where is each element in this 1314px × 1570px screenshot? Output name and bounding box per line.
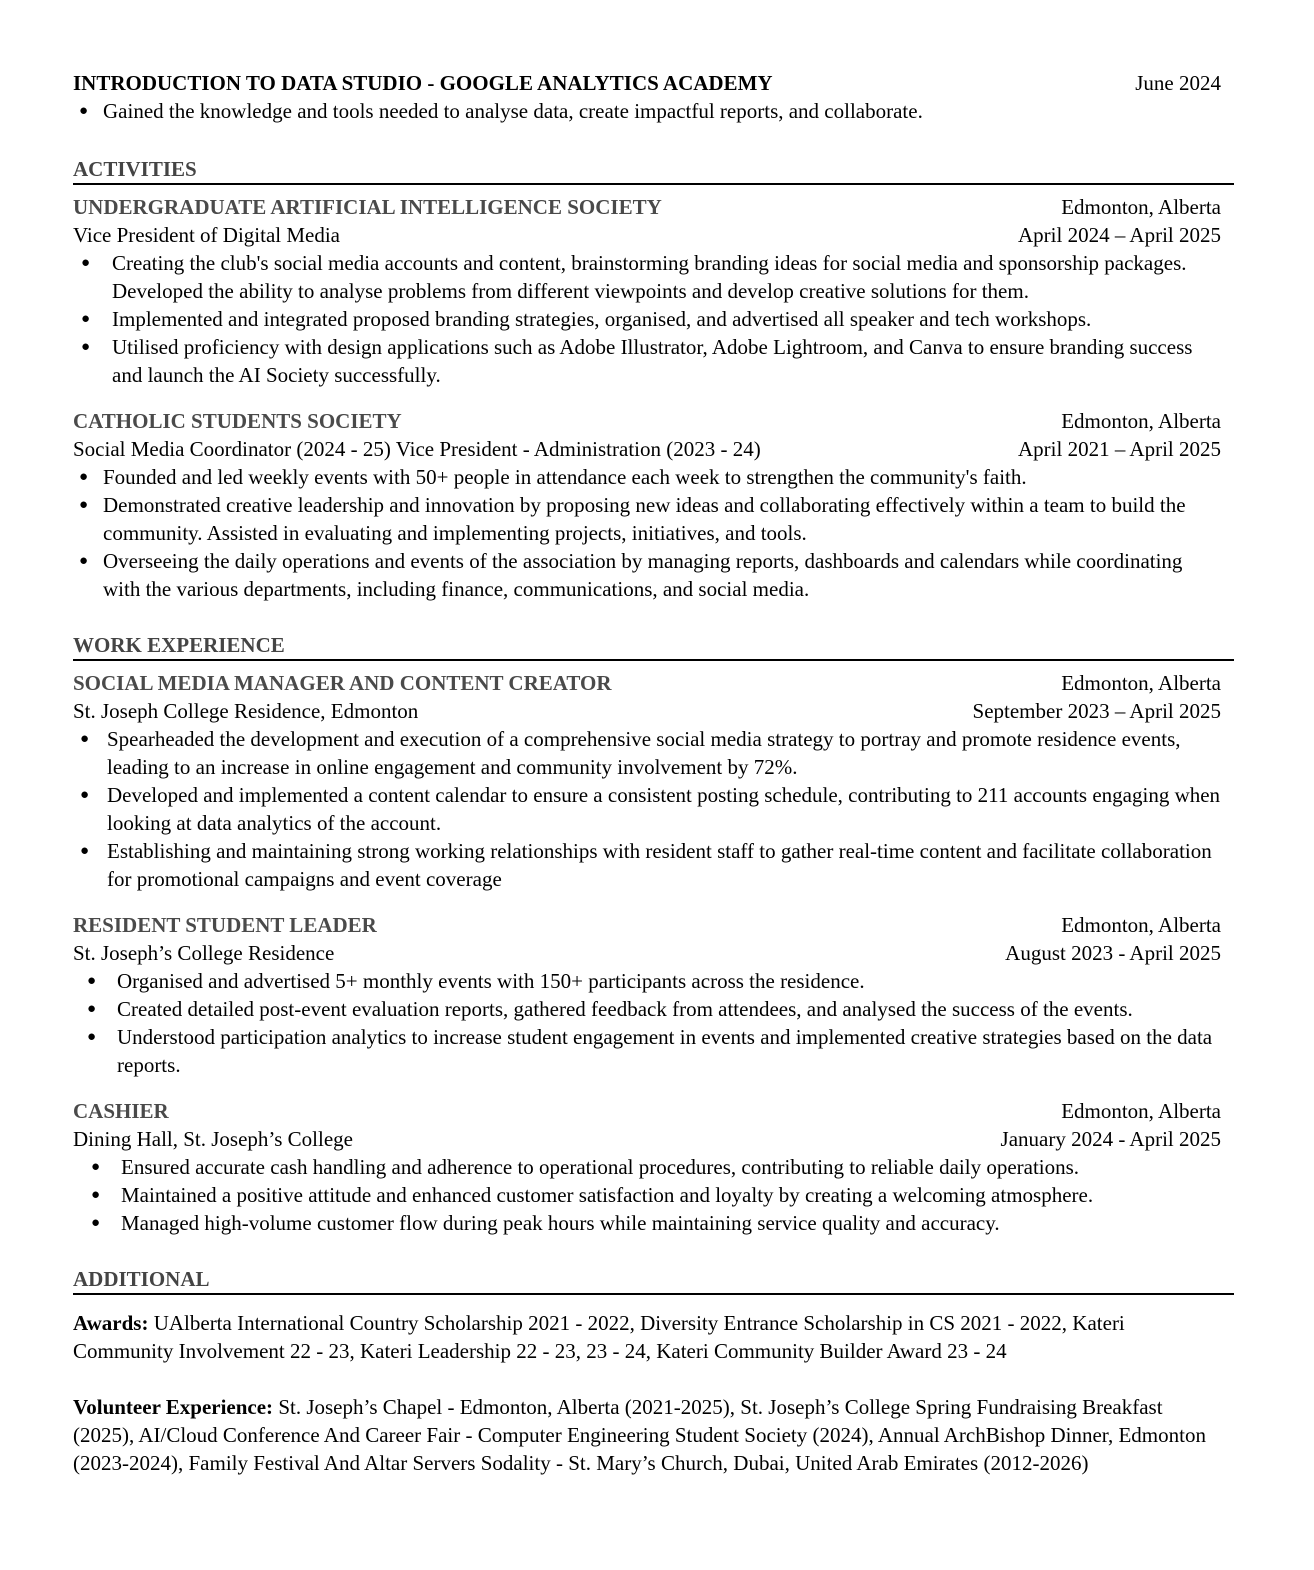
bullet-item: ● Gained the knowledge and tools needed to analyse data, create impactful reports, and collaborate. (73, 97, 1221, 125)
awards-text: UAlberta International Country Scholarship 2021 - 2022, Diversity Entrance Scholarship in CS 2021 - 2022, Kateri Community Involvement 22 - 23, Kateri Leadership 22 - 23, 23 - 24, Kateri Community Builder Award 23 - 24 (73, 1311, 1125, 1363)
dates: April 2021 – April 2025 (1018, 437, 1221, 461)
section-heading-work: WORK EXPERIENCE (73, 631, 1234, 661)
org-name: CATHOLIC STUDENTS SOCIETY (73, 409, 402, 433)
bullet-item: ● Demonstrated creative leadership and innovation by proposing new ideas and collaborating effectively within a team to build the community. Assisted in evaluating and implementing projects, initiatives, and tools. (73, 491, 1221, 547)
section-heading-activities: ACTIVITIES (73, 155, 1234, 185)
org-name: RESIDENT STUDENT LEADER (73, 913, 377, 937)
bullet-item: ● Founded and led weekly events with 50+ people in attendance each week to strengthen the community's faith. (73, 463, 1221, 491)
dates: January 2024 - April 2025 (1000, 1127, 1221, 1151)
dates: April 2024 – April 2025 (1018, 223, 1221, 247)
location: Edmonton, Alberta (1061, 671, 1221, 695)
org-name: CASHIER (73, 1099, 169, 1123)
bullet-item: ● Created detailed post-event evaluation reports, gathered feedback from attendees, and analysed the success of the events. (73, 995, 1221, 1023)
org-name: SOCIAL MEDIA MANAGER AND CONTENT CREATOR (73, 671, 612, 695)
bullet-item: ● Organised and advertised 5+ monthly events with 150+ participants across the residence. (73, 967, 1221, 995)
location: Edmonton, Alberta (1061, 195, 1221, 219)
bullet-item: ● Developed and implemented a content calendar to ensure a consistent posting schedule, contributing to 211 accounts engaging when looking at data analytics of the account. (73, 781, 1221, 837)
bullet-item: ● Maintained a positive attitude and enhanced customer satisfaction and loyalty by creating a welcoming atmosphere. (73, 1181, 1221, 1209)
volunteer-paragraph (73, 1393, 1221, 1477)
bullet-item: ● Establishing and maintaining strong working relationships with resident staff to gather real-time content and facilitate collaboration for promotional campaigns and event coverage (73, 837, 1221, 893)
location: Edmonton, Alberta (1061, 913, 1221, 937)
cert-date: June 2024 (1135, 71, 1221, 95)
awards-label: Awards: (73, 1311, 149, 1335)
role: Dining Hall, St. Joseph’s College (73, 1127, 353, 1151)
bullet-item: ● Creating the club's social media accounts and content, brainstorming branding ideas for social media and sponsorship packages. Developed the ability to analyse problems from different viewpoints and develop creative solutions for them. (73, 249, 1221, 305)
bullet-item: ● Utilised proficiency with design applications such as Adobe Illustrator, Adobe Lightroom, and Canva to ensure branding success and launch the AI Society successfully. (73, 333, 1221, 389)
location: Edmonton, Alberta (1061, 1099, 1221, 1123)
dates: September 2023 – April 2025 (972, 699, 1221, 723)
bullet-item: ● Implemented and integrated proposed branding strategies, organised, and advertised all speaker and tech workshops. (73, 305, 1221, 333)
bullet-item: ● Overseeing the daily operations and events of the association by managing reports, dashboards and calendars while coordinating with the various departments, including finance, communications, and social media. (73, 547, 1221, 603)
cert-header (73, 69, 1221, 97)
awards-paragraph (73, 1309, 1221, 1365)
section-heading-additional: ADDITIONAL (73, 1265, 1234, 1295)
org-name: UNDERGRADUATE ARTIFICIAL INTELLIGENCE SOCIETY (73, 195, 662, 219)
role: Vice President of Digital Media (73, 223, 341, 247)
cert-title: INTRODUCTION TO DATA STUDIO - GOOGLE ANALYTICS ACADEMY (73, 71, 773, 95)
role: St. Joseph College Residence, Edmonton (73, 699, 419, 723)
role: St. Joseph’s College Residence (73, 941, 335, 965)
bullet-item: ● Understood participation analytics to increase student engagement in events and implemented creative strategies based on the data reports. (73, 1023, 1221, 1079)
bullet-item: ● Managed high-volume customer flow during peak hours while maintaining service quality and accuracy. (73, 1209, 1221, 1237)
volunteer-label: Volunteer Experience: (73, 1395, 274, 1419)
location: Edmonton, Alberta (1061, 409, 1221, 433)
bullet-item: ● Spearheaded the development and execution of a comprehensive social media strategy to portray and promote residence events, leading to an increase in online engagement and community involvement by 72%. (73, 725, 1221, 781)
dates: August 2023 - April 2025 (1005, 941, 1221, 965)
volunteer-text: St. Joseph’s Chapel - Edmonton, Alberta (2021-2025), St. Joseph’s College Spring Fundraising Breakfast (2025), AI/Cloud Conference And Career Fair - Computer Engineering Student Society (2024), Annual ArchBishop Dinner, Edmonton (2023-2024), Family Festival And Altar Servers Sodality - St. Mary’s Church, Dubai, United Arab Emirates (2012-2026) (73, 1395, 1206, 1475)
role: Social Media Coordinator (2024 - 25) Vice President - Administration (2023 - 24) (73, 437, 761, 461)
bullet-item: ● Ensured accurate cash handling and adherence to operational procedures, contributing to reliable daily operations. (73, 1153, 1221, 1181)
